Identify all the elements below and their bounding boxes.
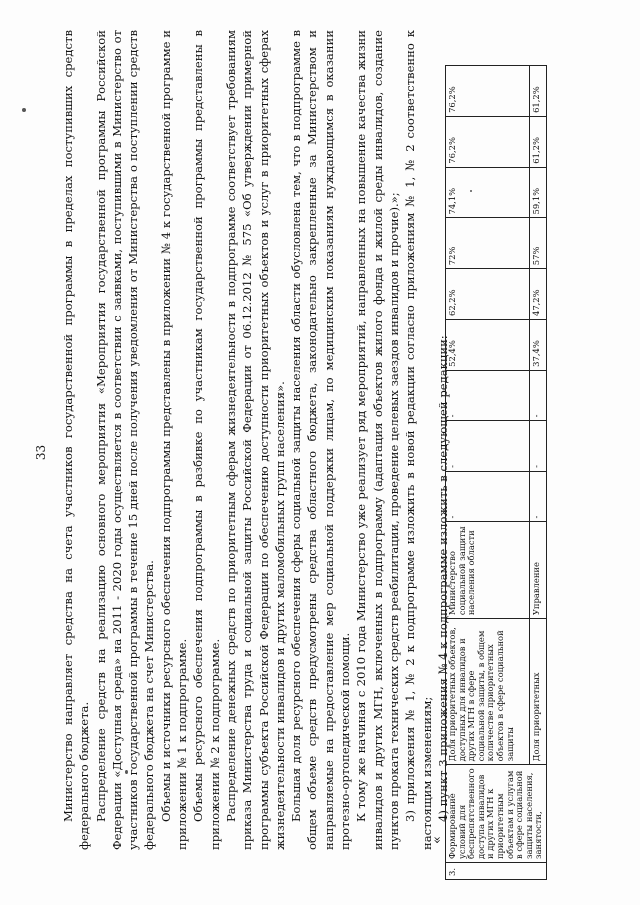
value-cell: 61,2% [529,116,546,167]
table-row [446,66,530,880]
paragraph: Министерство направляет средства на счета участников государственной программы в пределах поступивших средств федерального бюджета. [61,30,92,850]
responsible-cell: Министерство социальной защиты населения области [446,522,530,619]
paragraph: Объемы ресурсного обеспечения подпрограммы в разбивке по участникам государственной программы представлены в приложении № 2 к подпрограмме. [191,30,222,850]
value-cell: 61,2% [529,66,546,117]
rotated-content [34,15,600,890]
value-cell: 76,2% [446,116,530,167]
value-cell: - [446,421,530,472]
value-cell: - [446,370,530,421]
paragraph: 3) приложения № 1, № 2 к подпрограмме изложить в новой редакции согласно приложениям № 1, № 2 соответственно к настоящим изменениям; [403,30,434,850]
value-cell: 74,1% [446,167,530,218]
goal-cell: Формирование условий для беспрепятственного доступа инвалидов и других МГН к приоритетным объектам и услугам в сфере социальной защиты населения, занятости, [446,765,547,863]
value-cell: 76,2% [446,66,530,117]
paragraph: Объемы и источники ресурсного обеспечения подпрограммы представлены в приложении № 4 к государственной программе и приложении № 1 к подпрограмме. [158,30,190,850]
row-number: 3. [446,863,547,880]
responsible-cell: Управление [529,522,546,619]
table-row [529,66,546,880]
opening-quote: « [430,836,445,844]
value-cell: 72% [446,218,530,269]
paragraph: Большая доля ресурсного обеспечения сферы социальной защиты населения области обусловлена тем, что в подпрограмме в общем объеме средств предусмотрены средства областного бюджета, законодательно закрепленные за Министерством и направляемые на предоставление мер социальной поддержки лицам, по медицинским показаниям нуждающимся в оказании протезно-ортопедической помощи. [289,30,353,850]
value-cell: - [529,471,546,522]
value-cell: - [529,370,546,421]
paragraph: Распределение средств на реализацию основного мероприятия «Мероприятия государственной программы Российской Федерации «Доступная среда» на 2011 - 2020 годы осуществляется в соответствии с заявками, поступившими в Министерство от участников государственной программы в течение 15 дней после получения уведомления от Министерства о поступлении средств федерального бюджета на счет Министерства. [93,30,157,850]
indicator-cell: Доля приоритетных [529,619,546,765]
value-cell: 37,4% [529,320,546,371]
value-cell: 52,4% [446,320,530,371]
value-cell: - [446,471,530,522]
page-number: 33 [34,444,48,461]
value-cell: 57% [529,218,546,269]
paragraph: 4) пункт 3 приложения № 4 к подпрограмме изложить в следующей редакции: [435,335,450,822]
value-cell: 59,1% [529,167,546,218]
indicator-cell: Доля приоритетных объектов, доступных для инвалидов и других МГН в сфере социальной защиты, в общем количестве приоритетных объектов в сфере социальной защиты [446,619,530,765]
paragraph: К тому же начиная с 2010 года Министерство уже реализует ряд мероприятий, направленных на повышение качества жизни инвалидов и других МГН, включенных в подпрограмму (адаптация объектов жилого фонда и жилой среды инвалидов, создание пунктов проката технических средств реабилитации, проведение целевых заездов инвалидов и прочие).»; [354,30,401,850]
paragraph: Распределение денежных средств по приоритетным сферам жизнедеятельности в подпрограмме соответствует требованиям приказа Министерства труда и социальной защиты Российской Федерации от 06.12.2012 № 575 «Об утверждении примерной программы субъекта Российской Федерации по обеспечению доступности приоритетных объектов и услуг в приоритетных сферах жизнедеятельности инвалидов и других маломобильных групп населения». [223,30,287,850]
value-cell: 47,2% [529,269,546,320]
value-cell: - [529,421,546,472]
scan-speck [22,108,26,112]
indicator-table [445,65,547,880]
body-text [60,30,451,850]
value-cell: 62,2% [446,269,530,320]
